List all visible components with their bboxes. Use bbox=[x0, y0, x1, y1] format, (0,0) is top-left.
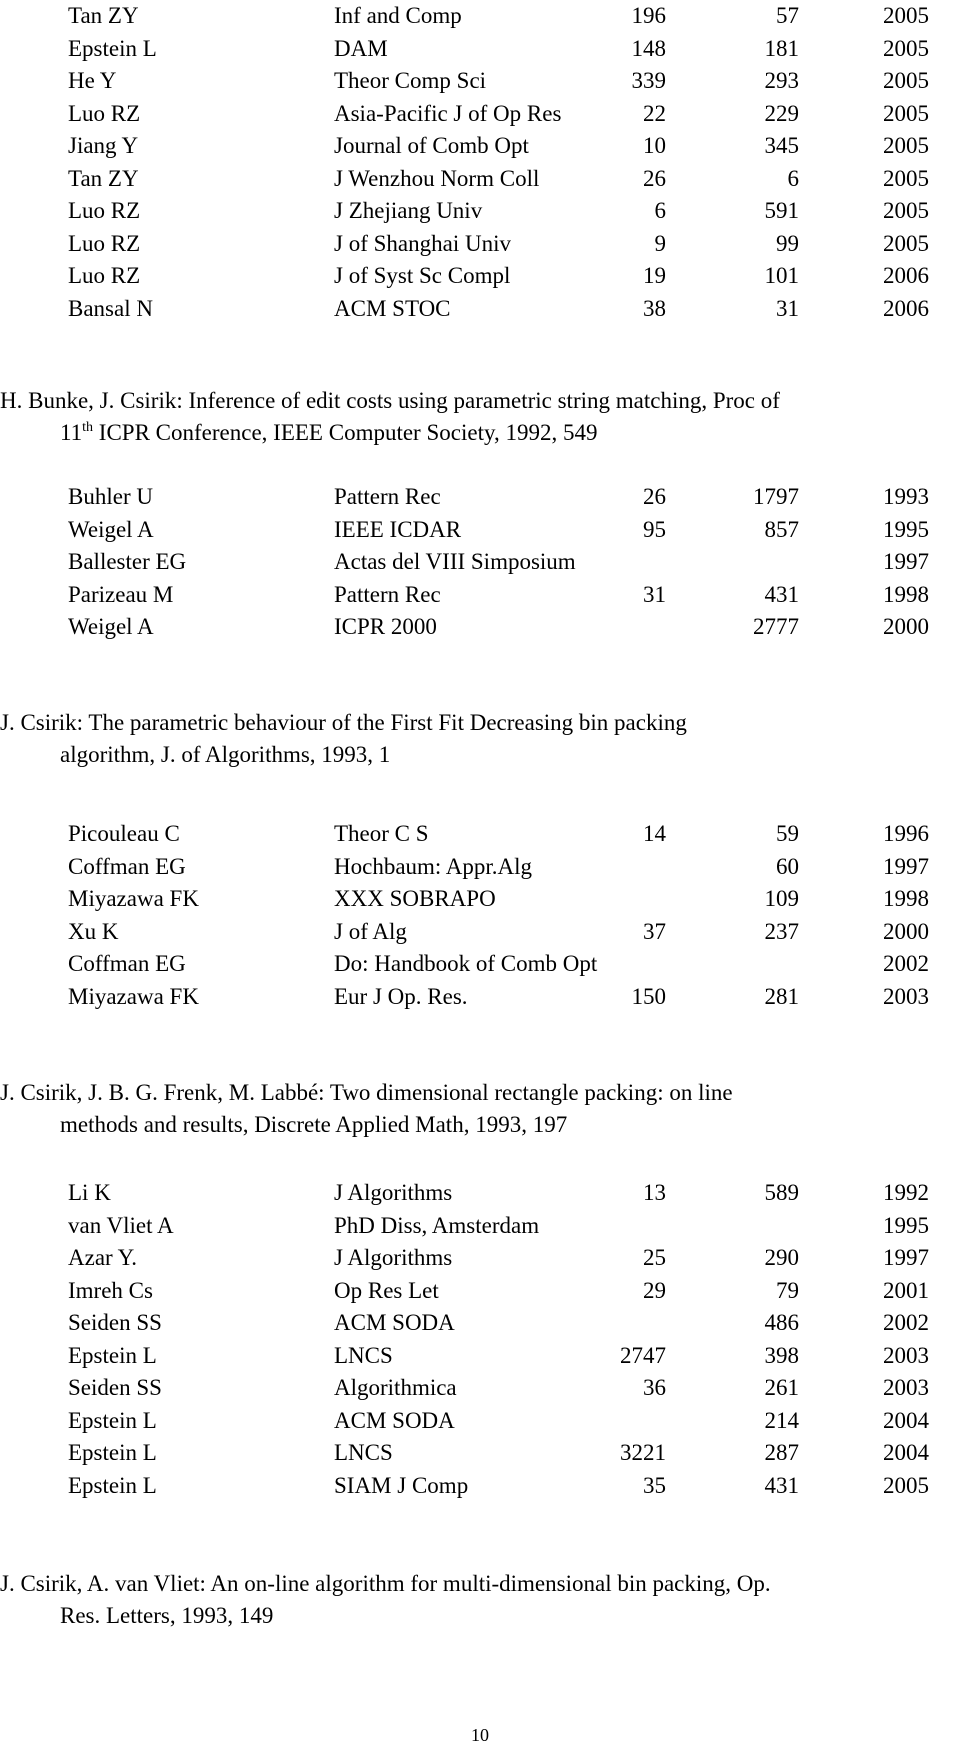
table-row bbox=[0, 481, 960, 514]
year-cell: 2005 bbox=[883, 230, 929, 256]
reference-line: J. Csirik, A. van Vliet: An on-line algorithm for multi-dimensional bin packing, Op. bbox=[0, 1571, 771, 1596]
year-cell: 1997 bbox=[883, 1245, 929, 1270]
year-cell: 2005 bbox=[883, 68, 929, 93]
page-cell: 589 bbox=[764, 1180, 799, 1205]
author-cell: Tan ZY bbox=[68, 3, 139, 28]
table-row bbox=[0, 228, 960, 261]
journal-cell: IEEE ICDAR bbox=[334, 516, 462, 542]
journal-cell: Asia-Pacific J of Op Res bbox=[334, 100, 562, 126]
table-row bbox=[0, 33, 960, 66]
volume-cell: 26 bbox=[643, 165, 666, 191]
table-row bbox=[0, 948, 960, 981]
page-cell: 181 bbox=[764, 35, 799, 61]
volume-cell: 10 bbox=[643, 133, 666, 158]
reference-line: Res. Letters, 1993, 149 bbox=[60, 1603, 274, 1628]
table-row bbox=[0, 1372, 960, 1405]
page-cell: 1797 bbox=[753, 484, 799, 509]
table-row bbox=[0, 130, 960, 163]
author-cell: Coffman EG bbox=[68, 853, 186, 879]
table-row bbox=[0, 514, 960, 547]
page-cell: 31 bbox=[776, 295, 799, 321]
volume-cell: 339 bbox=[631, 68, 666, 93]
journal-cell: J of Shanghai Univ bbox=[334, 230, 511, 256]
year-cell: 2005 bbox=[883, 3, 929, 28]
volume-cell: 3221 bbox=[620, 1440, 666, 1465]
volume-cell: 25 bbox=[643, 1245, 666, 1270]
page-cell: 59 bbox=[776, 821, 799, 846]
journal-cell: Theor C S bbox=[334, 821, 429, 846]
journal-cell: Actas del VIII Simposium bbox=[334, 549, 576, 574]
table-row bbox=[0, 851, 960, 884]
page-cell: 398 bbox=[764, 1342, 799, 1368]
table-row bbox=[0, 981, 960, 1014]
page-cell: 293 bbox=[764, 68, 799, 93]
journal-cell: J of Syst Sc Compl bbox=[334, 263, 511, 288]
journal-cell: Do: Handbook of Comb Opt bbox=[334, 951, 598, 976]
page-cell: 57 bbox=[776, 3, 799, 28]
author-cell: Seiden SS bbox=[68, 1310, 162, 1335]
reference-line bbox=[60, 417, 597, 449]
volume-cell: 37 bbox=[643, 918, 666, 944]
table-row bbox=[0, 195, 960, 228]
citation-table bbox=[0, 1177, 960, 1502]
page-cell: 281 bbox=[764, 983, 799, 1009]
author-cell: Weigel A bbox=[68, 614, 154, 639]
table-row bbox=[0, 1177, 960, 1210]
year-cell: 1996 bbox=[883, 821, 929, 846]
volume-cell: 150 bbox=[631, 983, 666, 1009]
page-cell: 431 bbox=[764, 1472, 799, 1498]
reference-line: J. Csirik: The parametric behaviour of the First Fit Decreasing bin packing bbox=[0, 710, 687, 735]
author-cell: Luo RZ bbox=[68, 100, 141, 126]
page-cell: 287 bbox=[764, 1440, 799, 1465]
journal-cell: SIAM J Comp bbox=[334, 1472, 469, 1498]
author-cell: Epstein L bbox=[68, 35, 157, 61]
page-cell: 109 bbox=[764, 886, 799, 911]
author-cell: Bansal N bbox=[68, 295, 153, 321]
year-cell: 1992 bbox=[883, 1180, 929, 1205]
table-row bbox=[0, 883, 960, 916]
author-cell: Luo RZ bbox=[68, 263, 141, 288]
table-row bbox=[0, 260, 960, 293]
volume-cell: 29 bbox=[643, 1277, 666, 1303]
journal-cell: ACM SODA bbox=[334, 1407, 455, 1433]
author-cell: Epstein L bbox=[68, 1342, 157, 1368]
year-cell: 2004 bbox=[883, 1440, 929, 1465]
page-cell: 486 bbox=[764, 1310, 799, 1335]
table-row bbox=[0, 163, 960, 196]
journal-cell: DAM bbox=[334, 35, 388, 61]
author-cell: Luo RZ bbox=[68, 230, 141, 256]
journal-cell: Pattern Rec bbox=[334, 484, 441, 509]
volume-cell: 9 bbox=[654, 230, 666, 256]
page-cell: 229 bbox=[764, 100, 799, 126]
volume-cell: 31 bbox=[643, 581, 666, 607]
author-cell: Weigel A bbox=[68, 516, 154, 542]
page-cell: 79 bbox=[776, 1277, 799, 1303]
ordinal-number: 11 bbox=[60, 420, 83, 445]
table-row bbox=[0, 1210, 960, 1243]
year-cell: 2006 bbox=[883, 263, 929, 288]
journal-cell: Op Res Let bbox=[334, 1277, 439, 1303]
page-cell: 214 bbox=[764, 1407, 799, 1433]
volume-cell: 19 bbox=[643, 263, 666, 288]
reference-line: algorithm, J. of Algorithms, 1993, 1 bbox=[60, 742, 391, 767]
journal-cell: Theor Comp Sci bbox=[334, 68, 487, 93]
page-cell: 290 bbox=[764, 1245, 799, 1270]
journal-cell: Hochbaum: Appr.Alg bbox=[334, 853, 533, 879]
author-cell: Seiden SS bbox=[68, 1375, 162, 1400]
journal-cell: Eur J Op. Res. bbox=[334, 983, 468, 1009]
reference-text: ICPR Conference, IEEE Computer Society, 1992, 549 bbox=[93, 420, 598, 445]
year-cell: 2005 bbox=[883, 35, 929, 61]
table-row bbox=[0, 98, 960, 131]
journal-cell: Inf and Comp bbox=[334, 3, 462, 28]
journal-cell: ACM SODA bbox=[334, 1310, 455, 1335]
volume-cell: 6 bbox=[654, 198, 666, 223]
author-cell: He Y bbox=[68, 68, 117, 93]
page-cell: 431 bbox=[764, 581, 799, 607]
reference-line: methods and results, Discrete Applied Math, 1993, 197 bbox=[60, 1112, 568, 1137]
author-cell: Miyazawa FK bbox=[68, 886, 199, 911]
table-row bbox=[0, 1470, 960, 1503]
table-row bbox=[0, 1242, 960, 1275]
table-row bbox=[0, 1437, 960, 1470]
year-cell: 1997 bbox=[883, 549, 929, 574]
year-cell: 2005 bbox=[883, 198, 929, 223]
volume-cell: 2747 bbox=[620, 1342, 666, 1368]
author-cell: Epstein L bbox=[68, 1407, 157, 1433]
journal-cell: J Wenzhou Norm Coll bbox=[334, 165, 540, 191]
volume-cell: 196 bbox=[631, 3, 666, 28]
year-cell: 2002 bbox=[883, 951, 929, 976]
journal-cell: ICPR 2000 bbox=[334, 614, 437, 639]
author-cell: Azar Y. bbox=[68, 1245, 137, 1270]
author-cell: Luo RZ bbox=[68, 198, 141, 223]
year-cell: 2006 bbox=[883, 295, 929, 321]
table-row bbox=[0, 293, 960, 326]
table-row bbox=[0, 546, 960, 579]
journal-cell: XXX SOBRAPO bbox=[334, 886, 496, 911]
year-cell: 1993 bbox=[883, 484, 929, 509]
table-row bbox=[0, 1307, 960, 1340]
page-cell: 591 bbox=[764, 198, 799, 223]
page-cell: 60 bbox=[776, 853, 799, 879]
year-cell: 2005 bbox=[883, 1472, 929, 1498]
year-cell: 2003 bbox=[883, 1375, 929, 1400]
journal-cell: LNCS bbox=[334, 1342, 393, 1368]
year-cell: 2003 bbox=[883, 983, 929, 1009]
author-cell: Jiang Y bbox=[68, 133, 139, 158]
volume-cell: 148 bbox=[631, 35, 666, 61]
year-cell: 2005 bbox=[883, 133, 929, 158]
volume-cell: 95 bbox=[643, 516, 666, 542]
year-cell: 1998 bbox=[883, 581, 929, 607]
journal-cell: ACM STOC bbox=[334, 295, 451, 321]
page-number: 10 bbox=[471, 1725, 489, 1745]
author-cell: Tan ZY bbox=[68, 165, 139, 191]
year-cell: 1997 bbox=[883, 853, 929, 879]
citation-table bbox=[0, 481, 960, 644]
journal-cell: J Zhejiang Univ bbox=[334, 198, 483, 223]
volume-cell: 14 bbox=[643, 821, 666, 846]
year-cell: 2000 bbox=[883, 918, 929, 944]
page-cell: 261 bbox=[764, 1375, 799, 1400]
year-cell: 2005 bbox=[883, 165, 929, 191]
citation-table bbox=[0, 0, 960, 325]
table-row bbox=[0, 65, 960, 98]
table-row bbox=[0, 611, 960, 644]
journal-cell: LNCS bbox=[334, 1440, 393, 1465]
year-cell: 2000 bbox=[883, 614, 929, 639]
table-row bbox=[0, 0, 960, 33]
ordinal-suffix: th bbox=[82, 420, 94, 435]
page-cell: 345 bbox=[764, 133, 799, 158]
table-row bbox=[0, 916, 960, 949]
author-cell: Epstein L bbox=[68, 1472, 157, 1498]
author-cell: Picouleau C bbox=[68, 821, 180, 846]
author-cell: Coffman EG bbox=[68, 951, 186, 976]
volume-cell: 35 bbox=[643, 1472, 666, 1498]
citation-table bbox=[0, 818, 960, 1013]
author-cell: Li K bbox=[68, 1180, 111, 1205]
journal-cell: Journal of Comb Opt bbox=[334, 133, 529, 158]
year-cell: 1998 bbox=[883, 886, 929, 911]
page-cell: 237 bbox=[764, 918, 799, 944]
table-row bbox=[0, 1340, 960, 1373]
author-cell: Buhler U bbox=[68, 484, 153, 509]
year-cell: 2005 bbox=[883, 100, 929, 126]
table-row bbox=[0, 1405, 960, 1438]
table-row bbox=[0, 579, 960, 612]
author-cell: Miyazawa FK bbox=[68, 983, 199, 1009]
volume-cell: 36 bbox=[643, 1375, 666, 1400]
page-cell: 101 bbox=[764, 263, 799, 288]
journal-cell: J Algorithms bbox=[334, 1180, 453, 1205]
page-cell: 99 bbox=[776, 230, 799, 256]
year-cell: 2004 bbox=[883, 1407, 929, 1433]
volume-cell: 38 bbox=[643, 295, 666, 321]
author-cell: Imreh Cs bbox=[68, 1277, 153, 1303]
reference-line: H. Bunke, J. Csirik: Inference of edit costs using parametric string matching, Proc of bbox=[0, 388, 780, 413]
journal-cell: Pattern Rec bbox=[334, 581, 441, 607]
page-cell: 6 bbox=[787, 165, 799, 191]
journal-cell: J of Alg bbox=[334, 918, 407, 944]
reference-line: J. Csirik, J. B. G. Frenk, M. Labbé: Two dimensional rectangle packing: on line bbox=[0, 1080, 733, 1105]
year-cell: 1995 bbox=[883, 516, 929, 542]
year-cell: 2001 bbox=[883, 1277, 929, 1303]
author-cell: Ballester EG bbox=[68, 549, 187, 574]
year-cell: 1995 bbox=[883, 1212, 929, 1238]
journal-cell: Algorithmica bbox=[334, 1375, 457, 1400]
author-cell: Parizeau M bbox=[68, 581, 174, 607]
volume-cell: 22 bbox=[643, 100, 666, 126]
year-cell: 2003 bbox=[883, 1342, 929, 1368]
author-cell: Epstein L bbox=[68, 1440, 157, 1465]
page-cell: 857 bbox=[764, 516, 799, 542]
page-cell: 2777 bbox=[753, 614, 799, 639]
journal-cell: J Algorithms bbox=[334, 1245, 453, 1270]
volume-cell: 13 bbox=[643, 1180, 666, 1205]
author-cell: Xu K bbox=[68, 918, 119, 944]
table-row bbox=[0, 818, 960, 851]
year-cell: 2002 bbox=[883, 1310, 929, 1335]
volume-cell: 26 bbox=[643, 484, 666, 509]
table-row bbox=[0, 1275, 960, 1308]
author-cell: van Vliet A bbox=[68, 1212, 174, 1238]
journal-cell: PhD Diss, Amsterdam bbox=[334, 1212, 540, 1238]
